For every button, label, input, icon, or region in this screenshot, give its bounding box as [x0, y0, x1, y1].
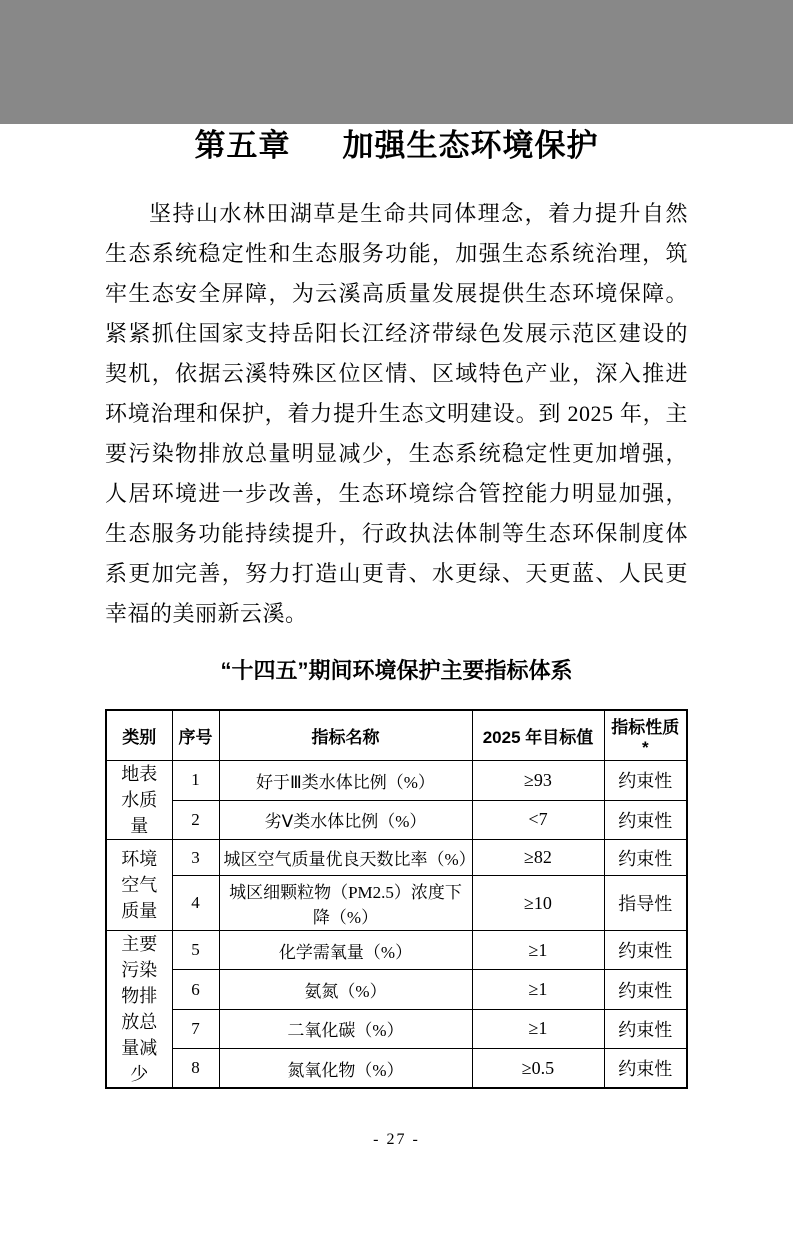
- target-value-cell: <7: [472, 800, 604, 840]
- nature-cell: 约束性: [604, 931, 687, 970]
- indicators-table: [105, 709, 688, 1089]
- table-row: [106, 1049, 687, 1088]
- header-target-2025: 2025 年目标值: [472, 710, 604, 761]
- seq-cell: 5: [172, 931, 219, 970]
- document-page: [0, 124, 793, 1246]
- header-indicator-name: 指标名称: [219, 710, 472, 761]
- table-row: [106, 761, 687, 801]
- table-header-row: [106, 710, 687, 761]
- body-paragraph: 坚持山水林田湖草是生命共同体理念，着力提升自然生态系统稳定性和生态服务功能，加强生态系统治理，筑牢生态安全屏障，为云溪高质量发展提供生态环境保障。紧紧抓住国家支持岳阳长江经济带绿色发展示范区建设的契机，依据云溪特殊区位区情、区域特色产业，深入推进环境治理和保护，着力提升生态文明建设。到 2025 年，主要污染物排放总量明显减少，生态系统稳定性更加增强，人居环境进一步改善，生态环境综合管控能力明显加强，生态服务功能持续提升，行政执法体制等生态环保制度体系更加完善，努力打造山更青、水更绿、天更蓝、人民更幸福的美丽新云溪。: [105, 201, 688, 626]
- seq-cell: 2: [172, 800, 219, 840]
- nature-cell: 约束性: [604, 1009, 687, 1048]
- seq-cell: 1: [172, 761, 219, 801]
- indicator-name-cell: 氮氧化物（%）: [219, 1049, 472, 1088]
- seq-cell: 7: [172, 1009, 219, 1048]
- target-value-cell: ≥82: [472, 840, 604, 876]
- header-category: 类别: [106, 710, 172, 761]
- category-cell-air-quality: 环境空气质量: [106, 840, 172, 931]
- table-row: [106, 840, 687, 876]
- page-number: - 27 -: [373, 1131, 420, 1148]
- indicator-name-cell: 化学需氧量（%）: [219, 931, 472, 970]
- seq-cell: 6: [172, 970, 219, 1009]
- indicator-name-cell: 好于Ⅲ类水体比例（%）: [219, 761, 472, 801]
- table-row: [106, 800, 687, 840]
- nature-cell: 指导性: [604, 876, 687, 931]
- nature-cell: 约束性: [604, 840, 687, 876]
- nature-cell: 约束性: [604, 1049, 687, 1088]
- seq-cell: 8: [172, 1049, 219, 1088]
- table-row: [106, 931, 687, 970]
- category-cell-surface-water: 地表水质量: [106, 761, 172, 840]
- target-value-cell: ≥1: [472, 1009, 604, 1048]
- indicator-name-cell: 城区空气质量优良天数比率（%）: [219, 840, 472, 876]
- seq-cell: 3: [172, 840, 219, 876]
- indicator-name-cell: 二氧化碳（%）: [219, 1009, 472, 1048]
- table-caption: “十四五”期间环境保护主要指标体系: [220, 658, 573, 683]
- table-row: [106, 876, 687, 931]
- seq-cell: 4: [172, 876, 219, 931]
- nature-cell: 约束性: [604, 970, 687, 1009]
- target-value-cell: ≥1: [472, 970, 604, 1009]
- table-row: [106, 1009, 687, 1048]
- nature-cell: 约束性: [604, 800, 687, 840]
- indicator-name-cell: 氨氮（%）: [219, 970, 472, 1009]
- target-value-cell: ≥10: [472, 876, 604, 931]
- chapter-title: [0, 124, 793, 168]
- indicator-name-cell: 劣Ⅴ类水体比例（%）: [219, 800, 472, 840]
- category-cell-pollutant-reduction: 主要污染物排放总量减少: [106, 931, 172, 1089]
- chapter-number: 第五章: [194, 128, 291, 163]
- nature-cell: 约束性: [604, 761, 687, 801]
- target-value-cell: ≥93: [472, 761, 604, 801]
- chapter-name: 加强生态环境保护: [342, 128, 599, 163]
- header-seq: 序号: [172, 710, 219, 761]
- target-value-cell: ≥0.5: [472, 1049, 604, 1088]
- header-nature: 指标性质*: [604, 710, 687, 761]
- indicator-name-cell: 城区细颗粒物（PM2.5）浓度下降（%）: [219, 876, 472, 931]
- target-value-cell: ≥1: [472, 931, 604, 970]
- table-row: [106, 970, 687, 1009]
